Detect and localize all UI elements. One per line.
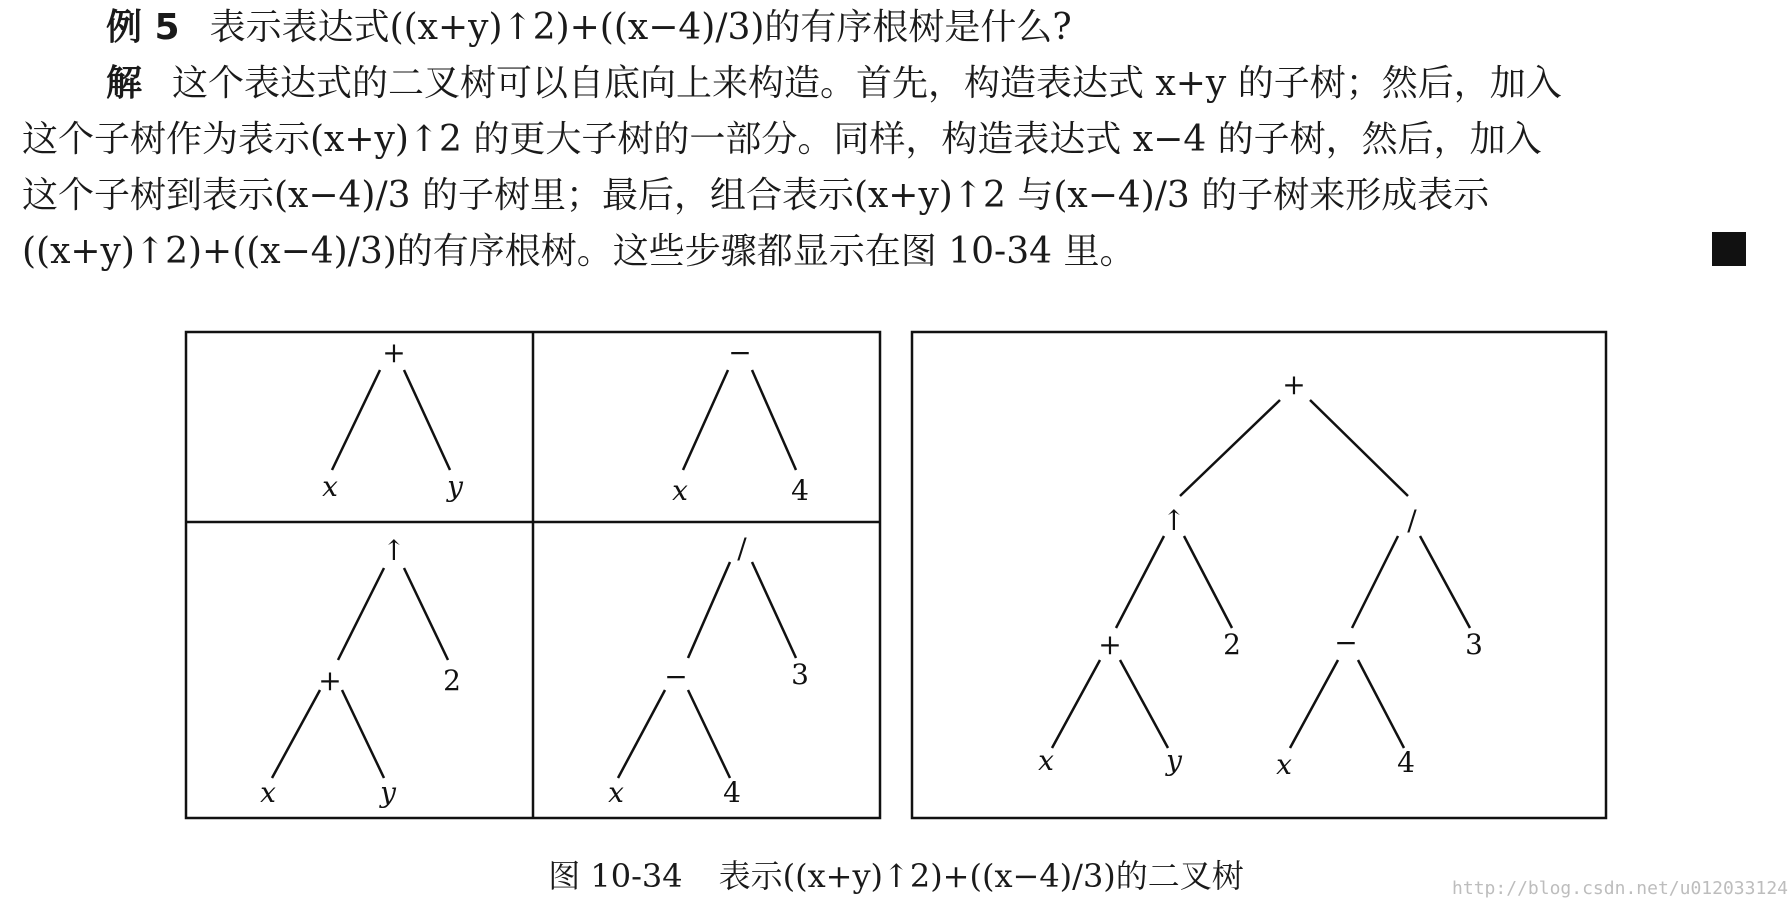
watermark: http://blog.csdn.net/u012033124 <box>1452 878 1788 899</box>
panel-c-left: x <box>260 776 276 809</box>
full-l2-b: 2 <box>1223 628 1241 661</box>
full-l2-c: − <box>1334 626 1358 659</box>
panel-a-left: x <box>322 470 338 503</box>
solution-text-1: 这个表达式的二叉树可以自底向上来构造。首先，构造表达式 x+y 的子树；然后，加入 <box>172 63 1562 104</box>
solution-label: 解 <box>106 63 143 104</box>
panel-a-right: y <box>447 470 463 503</box>
panel-d-root: / <box>737 532 747 565</box>
right-panel-frame <box>912 332 1606 818</box>
panel-c-mid: + <box>318 664 342 697</box>
full-root: + <box>1282 368 1306 401</box>
panel-c-right: y <box>380 776 396 809</box>
full-l3-a: x <box>1038 744 1054 777</box>
full-l3-b: y <box>1166 744 1182 777</box>
full-l1-right: / <box>1407 504 1417 537</box>
full-l3-c: x <box>1276 748 1292 781</box>
panel-b-left: x <box>672 474 688 507</box>
panel-b-right: 4 <box>791 474 809 507</box>
caption-number: 图 10-34 <box>548 857 683 895</box>
full-l2-d: 3 <box>1465 628 1483 661</box>
full-l1-left: ↑ <box>1162 504 1186 537</box>
panel-c-root: ↑ <box>382 534 406 567</box>
panel-a-root: + <box>382 336 406 369</box>
full-l2-a: + <box>1098 628 1122 661</box>
full-l3-d: 4 <box>1397 746 1415 779</box>
panel-b-root: − <box>728 336 752 369</box>
panel-c-mid-right: 2 <box>443 664 461 697</box>
example-question: 表示表达式((x+y)↑2)+((x−4)/3)的有序根树是什么? <box>209 7 1072 48</box>
panel-d-mid: − <box>664 660 688 693</box>
solution-text-3: 这个子树到表示(x−4)/3 的子树里；最后，组合表示(x+y)↑2 与(x−4)/3 的子树来形成表示 <box>22 175 1490 216</box>
panel-d-left: x <box>608 776 624 809</box>
panel-d-mid-right: 3 <box>791 658 809 691</box>
caption-text: 表示((x+y)↑2)+((x−4)/3)的二叉树 <box>718 857 1244 895</box>
panel-d-right: 4 <box>723 776 741 809</box>
example-label: 例 5 <box>106 7 180 48</box>
solution-text-2: 这个子树作为表示(x+y)↑2 的更大子树的一部分。同样，构造表达式 x−4 的子树，然后，加入 <box>22 119 1542 160</box>
solution-text-4: ((x+y)↑2)+((x−4)/3)的有序根树。这些步骤都显示在图 10-34 里。 <box>22 231 1136 272</box>
